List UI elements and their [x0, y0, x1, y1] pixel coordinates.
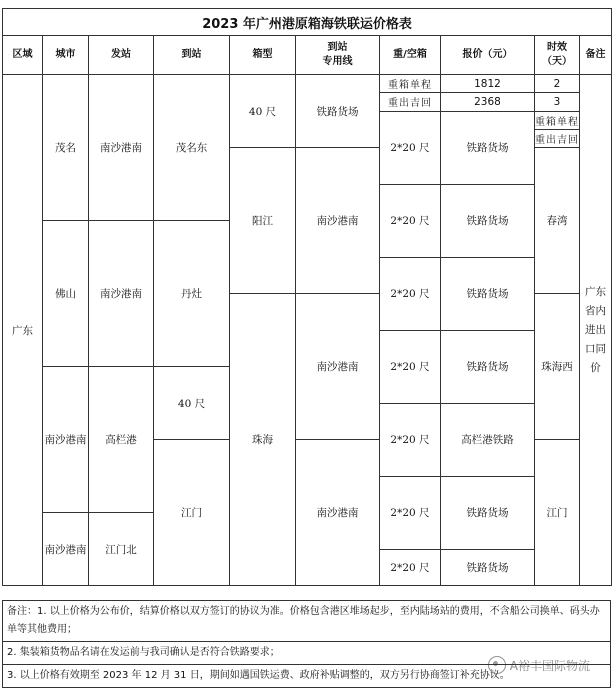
city-cell: 江门 — [154, 440, 230, 586]
box-type-cell: 2*20 尺 — [380, 403, 441, 476]
box-type-cell: 2*20 尺 — [380, 257, 441, 330]
siding-cell: 高栏港铁路 — [441, 403, 535, 476]
load-type-cell: 重箱单程 — [535, 111, 580, 129]
load-type-cell: 重出吉回 — [380, 93, 441, 111]
load-type-cell: 重箱单程 — [380, 75, 441, 93]
header-price: 报价（元） — [441, 36, 535, 75]
price-table — [2, 8, 612, 586]
header-remark: 备注 — [580, 36, 612, 75]
city-cell: 茂名 — [43, 75, 89, 221]
to-station-cell: 春湾 — [535, 148, 580, 294]
header-load: 重/空箱 — [380, 36, 441, 75]
box-type-cell: 2*20 尺 — [380, 111, 441, 184]
transit-days-cell: 2 — [535, 75, 580, 93]
to-station-cell: 江门北 — [89, 513, 154, 586]
to-station-cell: 茂名东 — [154, 75, 230, 221]
header-to-station: 到站 — [154, 36, 230, 75]
load-type-cell: 重出吉回 — [535, 129, 580, 147]
siding-cell: 铁路货场 — [441, 184, 535, 257]
from-station-cell: 南沙港南 — [89, 75, 154, 221]
header-region: 区域 — [3, 36, 43, 75]
watermark-logo-icon — [488, 656, 506, 674]
city-cell: 阳江 — [230, 148, 296, 294]
siding-cell: 铁路货场 — [441, 111, 535, 184]
region-cell: 广东 — [3, 75, 43, 586]
to-station-cell: 江门 — [535, 440, 580, 586]
note-3: 3. 以上价格有效期至 2023 年 12 月 31 日，期间如遇国铁运费、政府补贴调整的，双方另行协商签订补充协议。 — [2, 665, 611, 688]
box-type-cell: 2*20 尺 — [380, 549, 441, 586]
note-1: 备注：1. 以上价格为公布价，结算价格以双方签订的协议为准。价格包含港区堆场起步，至内陆场站的费用，不含船公司换单、码头办单等其他费用； — [2, 600, 611, 642]
watermark — [488, 656, 590, 674]
table-body — [3, 75, 612, 586]
to-station-cell: 丹灶 — [154, 221, 230, 367]
siding-cell: 铁路货场 — [441, 330, 535, 403]
box-type-cell: 2*20 尺 — [380, 330, 441, 403]
box-type-cell: 40 尺 — [154, 367, 230, 440]
box-type-cell: 2*20 尺 — [380, 184, 441, 257]
price-cell: 1812 — [441, 75, 535, 93]
header-transit-days: 时效 （天） — [535, 36, 580, 75]
city-cell: 珠海 — [230, 294, 296, 586]
siding-cell: 铁路货场 — [296, 75, 380, 148]
header-box-type: 箱型 — [230, 36, 296, 75]
from-station-cell: 南沙港南 — [296, 294, 380, 440]
box-type-cell: 40 尺 — [230, 75, 296, 148]
from-station-cell: 南沙港南 — [296, 440, 380, 586]
from-station-cell: 南沙港南 — [43, 367, 89, 513]
notes-section — [2, 600, 611, 688]
transit-days-cell: 3 — [535, 93, 580, 111]
header-from-station: 发站 — [89, 36, 154, 75]
table-title: 2023 年广州港原箱海铁联运价格表 — [3, 9, 612, 36]
table-row — [3, 75, 612, 84]
siding-cell: 铁路货场 — [441, 257, 535, 330]
price-cell: 2368 — [441, 93, 535, 111]
siding-cell: 铁路货场 — [441, 549, 535, 586]
siding-cell: 铁路货场 — [441, 476, 535, 549]
from-station-cell: 南沙港南 — [43, 513, 89, 586]
from-station-cell: 南沙港南 — [89, 221, 154, 367]
note-2: 2. 集装箱货物品名请在发运前与我司确认是否符合铁路要求； — [2, 642, 611, 665]
city-cell: 佛山 — [43, 221, 89, 367]
header-city: 城市 — [43, 36, 89, 75]
to-station-cell: 珠海西 — [535, 294, 580, 440]
header-siding: 到站 专用线 — [296, 36, 380, 75]
remark-cell: 广东省内进出口同价 — [580, 75, 612, 586]
from-station-cell: 南沙港南 — [296, 148, 380, 294]
to-station-cell: 高栏港 — [89, 367, 154, 513]
box-type-cell: 2*20 尺 — [380, 476, 441, 549]
watermark-text: A裕丰国际物流 — [509, 658, 590, 673]
